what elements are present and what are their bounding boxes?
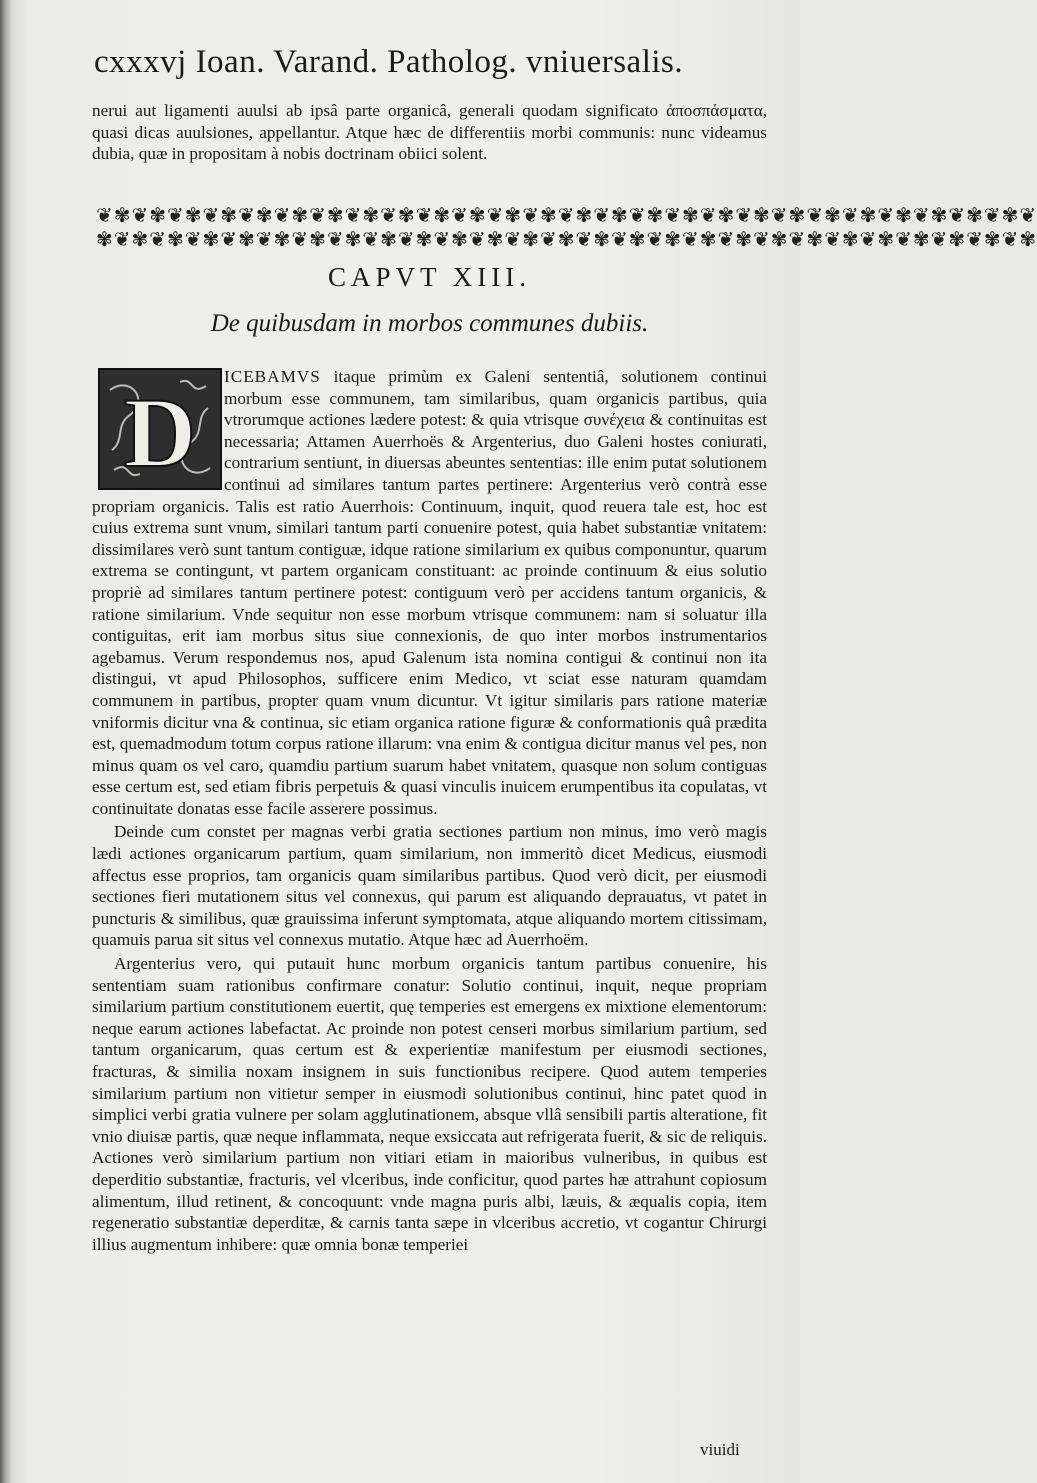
paragraph-3: Argenterius vero, qui putauit hunc morbum organicis tantum partibus conuenire, his sententiam suam rationibus confirmare conatur: Solutio continui, inquit, neque propriam similarium partium constitutionem euertit, quę temperies est emergens ex mixtione elementorum: neque earum actiones labefactat. Ac proinde non potest censeri morbus similarium partium, sed tantum organicarum, quas certum est & experientiæ manifestum per eiusmodi sectiones, fracturas, & similia noxam insignem in suis functionibus recipere. Quod autem temperies similarium partium non vitietur semper in eiusmodi solutionibus continui, hinc patet quod in simplici verbi gratia vulnere per solam agglutinationem, absque vllâ sensibili partis alteratione, fit vnio diuisæ partis, quæ neque inflammata, neque exsiccata aut refrigerata fuerit, & sic de reliquis. Actiones verò similarium partium non vitiari etiam in maioribus vulneribus, in quibus est deperditio substantiæ, fracturis, vel vlceribus, inde conficitur, quod partes hæ attrahunt copiosum alimentum, illud retinent, & concoquunt: vnde magna puris albi, læuis, & æqualis copia, item regeneratio substantiæ deperditæ, & carnis tanta sæpe in vlceribus accretio, vt cogantur Chirurgi illius augmentum inhibere: quæ omnia bonæ temperiei <box>92 954 767 1254</box>
paragraph-2: Deinde cum constet per magnas verbi gratia sectiones partium non minus, imo verò magis lædi actiones organicarum partium, quam similarium, non immeritò dicet Medicus, eiusmodi affectus esse proprios, tam organicis quam similaribus partibus. Quod verò dicit, per eiusmodi sectiones fieri mutationem situs vel connexus, qui parum est aliquando deprauatus, vt patet in puncturis & similibus, quæ grauissima inferunt symptomata, atque aliquando mortem citissimam, quamuis parua sit situs vel connexus mutatio. Atque hæc ad Auerrhoëm. <box>92 822 767 950</box>
fleuron-band <box>96 204 1037 254</box>
paragraph-1-lead: ICEBAMVS <box>224 367 321 386</box>
dropcap-spacer <box>92 366 224 486</box>
fleuron-row-top: ❦✾❦✾❦✾❦✾❦✾❦✾❦✾❦✾❦✾❦✾❦✾❦✾❦✾❦✾❦✾❦✾❦✾❦✾❦✾❦✾❦✾❦✾❦✾❦✾❦✾❦✾❦ <box>96 205 1037 227</box>
running-head: cxxxvj Ioan. Varand. Patholog. vniuersalis. <box>94 44 684 80</box>
chapter-subtitle: De quibusdam in morbos communes dubiis. <box>210 310 649 337</box>
intro-paragraph: nerui aut ligamenti auulsi ab ipsâ parte organicâ, generali quodam significato ἀποσπάσματα, quasi dicas auulsiones, appellantur. Atque hæc de differentiis morbi communis: nunc videamus dubia, quæ in propositam à nobis doctrinam obiici solent. <box>92 101 767 164</box>
paragraph-1-body: itaque primùm ex Galeni sententiâ, solutionem continui morbum esse communem, tam similaribus, quam organicis partibus, quia vtrorumque actiones lædere potest: & quia vtrisque συνέχεια & continuitas est necessaria; Attamen Auerrhoës & Argenterius, duo Galeni hostes coniurati, contrarium sentiunt, in diuersas abeuntes sententias: ille enim putat solutionem continui ad similares tantum partes pertinere: Argenterius verò contrà esse propriam organicis. Talis est ratio Auerrhois: Continuum, inquit, quod reuera tale est, hoc est cuius extrema sunt vnum, similari tantum parti conuenire potest, quia habet substantiæ vnitatem: dissimilares verò sunt tantum contiguæ, idque ratione similarium ex quibus componuntur, quarum extrema se contingunt, vt partem organicam constituant: ac proinde continuum & eius solutio propriè ad similares tantum pertinere potest: contiguum verò per accidens tantum organicis, & ratione similarium. Vnde sequitur non esse morbum vtrisque communem: nam si soluatur illa contiguitas, erit iam morbus situs siue connexionis, de quo inter morbos instrumentarios agebamus. Verum respondemus nos, apud Galenum ista nomina contigui & continui non ita distingui, vt apud Philosophos, sufficere enim Medico, vt sciat esse naturam quamdam communem in partibus, propter quam vnum dicuntur. Vt igitur similaris pars ratione materiæ vniformis dicitur vna & continua, sic etiam organica ratione figuræ & conformationis quâ prædita est, quemadmodum totum corpus ratione illarum: vna enim & contigua dicitur manus vel pes, non minus quam os vel caro, quamdiu partium suarum habet vnitatem, quasque non solum contiguas esse certum est, sed etiam fibris perpetuis & quasi vinculis inuicem erumpentibus ita copulatas, vt continuitate donatas esse facile asserere possimus. <box>92 367 768 818</box>
chapter-title: CAPVT XIII. <box>328 262 531 292</box>
fleuron-row-bottom: ✾❦✾❦✾❦✾❦✾❦✾❦✾❦✾❦✾❦✾❦✾❦✾❦✾❦✾❦✾❦✾❦✾❦✾❦✾❦✾❦✾❦✾❦✾❦✾❦✾❦✾❦✾ <box>96 229 1037 251</box>
drop-cap-letter: D <box>123 377 197 488</box>
main-text <box>92 366 767 1255</box>
paragraph-1 <box>92 366 767 819</box>
catchword: viuidi <box>700 1440 740 1459</box>
